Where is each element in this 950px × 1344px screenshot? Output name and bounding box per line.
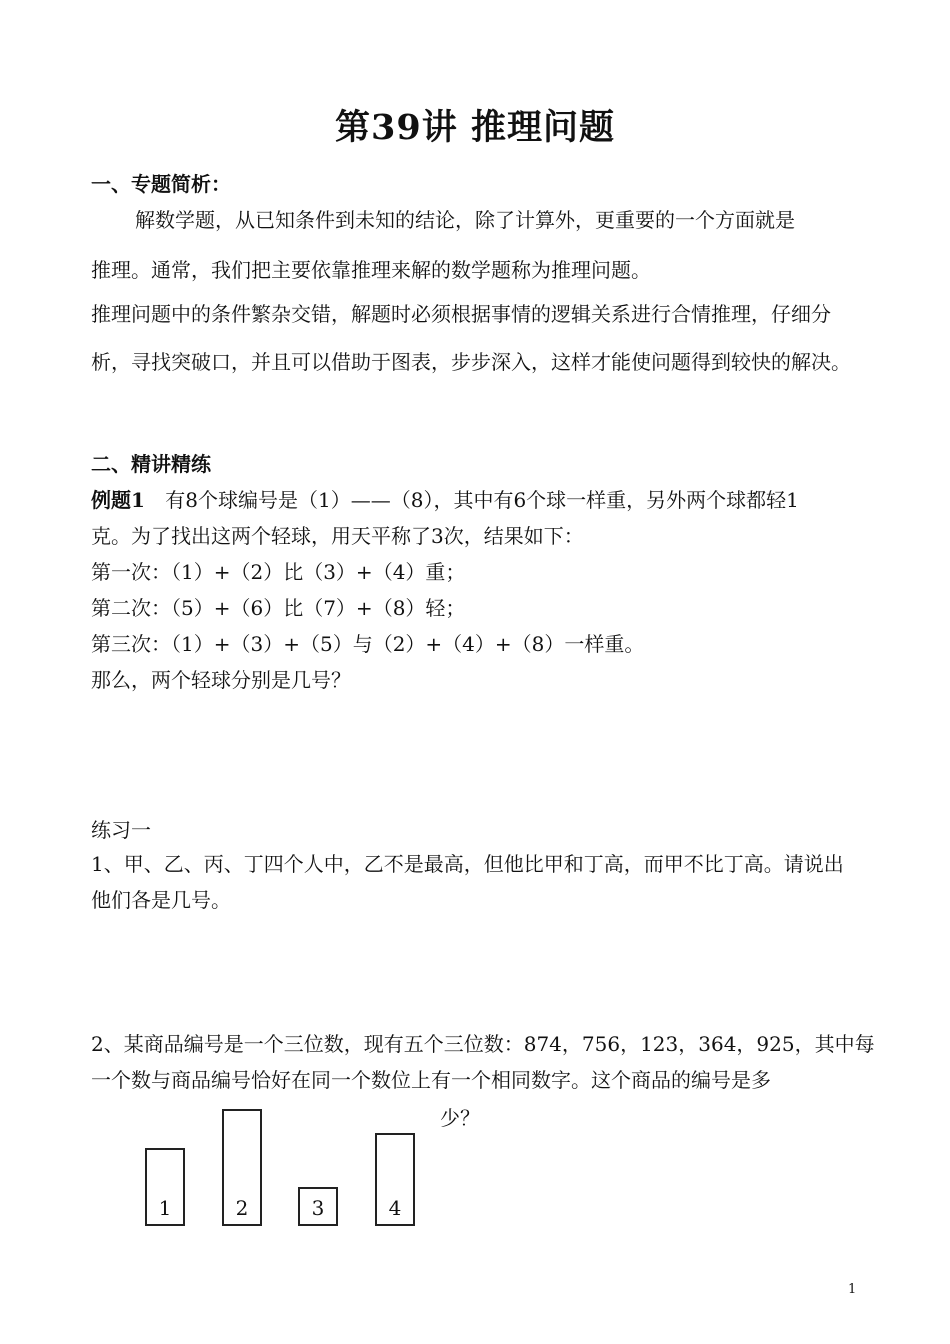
exercise-heading: 练习一 — [91, 818, 151, 842]
weighing-1: 第一次：（1）+（2）比（3）+（4）重； — [91, 560, 466, 584]
exercise-2-line3: 少？ — [440, 1106, 480, 1130]
example-label: 例题1 — [91, 488, 145, 512]
exercise-2-line2: 一个数与商品编号恰好在同一个数位上有一个相同数字。这个商品的编号是多 — [91, 1068, 771, 1092]
overview-paragraph-line2: 推理。通常，我们把主要依靠推理来解的数学题称为推理问题。 — [91, 258, 651, 282]
figure-bar-label: 3 — [311, 1196, 325, 1220]
section-heading-practice: 二、精讲精练 — [91, 452, 211, 476]
example-text: 有8个球编号是（1）——（8），其中有6个球一样重，另外两个球都轻1 — [165, 488, 799, 512]
exercise-1-line1: 1、甲、乙、丙、丁四个人中，乙不是最高，但他比甲和丁高，而甲不比丁高。请说出 — [91, 852, 844, 876]
figure-bar-label: 4 — [388, 1196, 402, 1220]
section-heading-overview: 一、专题简析： — [91, 172, 231, 196]
weighing-3: 第三次：（1）+（3）+（5）与（2）+（4）+（8）一样重。 — [91, 632, 645, 656]
page-number: 1 — [848, 1282, 857, 1297]
figure-bar-label: 2 — [235, 1196, 249, 1220]
weighing-2: 第二次：（5）+（6）比（7）+（8）轻； — [91, 596, 466, 620]
exercise-2-line1: 2、某商品编号是一个三位数，现有五个三位数：874，756，123，364，925，其中每 — [91, 1032, 875, 1056]
example-line1 — [91, 484, 799, 513]
example-question: 那么，两个轻球分别是几号？ — [91, 668, 351, 692]
exercise-1-line2: 他们各是几号。 — [91, 888, 231, 912]
page-title: 第39讲 推理问题 — [335, 107, 615, 148]
overview-paragraph-2: 推理问题中的条件繁杂交错，解题时必须根据事情的逻辑关系进行合情推理，仔细分析，寻找突破口，并且可以借助于图表，步步深入，这样才能使问题得到较快的解决。 — [91, 302, 851, 374]
figure-bar-1 — [145, 1148, 185, 1226]
figure-bar-2 — [222, 1109, 262, 1226]
figure-bar-label: 1 — [158, 1196, 172, 1220]
figure-bar-4 — [375, 1133, 415, 1226]
example-line2: 克。为了找出这两个轻球，用天平称了3次，结果如下： — [91, 524, 584, 548]
figure-bar-3 — [298, 1187, 338, 1226]
overview-paragraph-line1: 解数学题，从已知条件到未知的结论，除了计算外，更重要的一个方面就是 — [135, 208, 795, 232]
